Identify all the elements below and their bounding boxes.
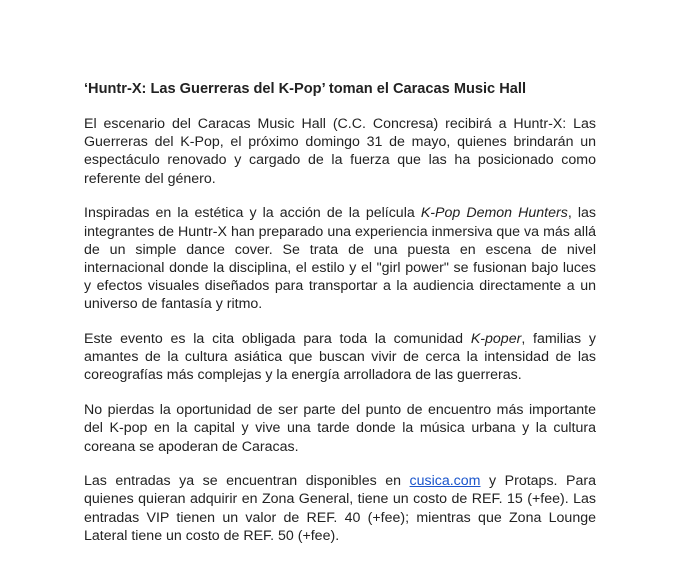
paragraph-inspiration-text-end: , las integrantes de Huntr-X han preparado una experiencia inmersiva que va más allá de un simple dance cover. Se trata de una puesta en escena de nivel internacional donde la disciplina, el estilo y el "girl power" se fusionan bajo luces y efectos visuales diseñados para transportar a la audiencia directamente a un universo de fantasía y ritmo. — [84, 205, 596, 313]
paragraph-inspiration-text-start: Inspiradas en la estética y la acción de la película — [84, 205, 421, 222]
document-title: ‘Huntr-X: Las Guerreras del K-Pop’ toman el Caracas Music Hall — [84, 81, 526, 97]
paragraph-inspiration — [84, 204, 596, 313]
paragraph-invitation — [84, 401, 596, 456]
paragraph-tickets-text-end: y Protaps. Para quienes quieran adquirir en Zona General, tiene un costo de REF. 15 (+fee). Las entradas VIP tienen un valor de REF. 40 (+fee); mientras que Zona Lounge Lateral tiene un costo de REF. 50 (+fee). — [84, 473, 596, 544]
paragraph-audience-text-end: , familias y amantes de la cultura asiática que buscan vivir de cerca la intensidad de las coreografías más complejas y la energía arrolladora de las guerreras. — [84, 331, 596, 384]
paragraph-audience-text-start: Este evento es la cita obligada para toda la comunidad — [84, 331, 471, 348]
film-title: K-Pop Demon Hunters — [420, 205, 568, 222]
paragraph-audience — [84, 330, 596, 385]
paragraph-invitation-text: No pierdas la oportunidad de ser parte del punto de encuentro más importante del K-pop en la capital y vive una tarde donde la música urbana y la cultura coreana se apoderan de Caracas. — [84, 402, 596, 455]
document-body — [84, 77, 596, 562]
paragraph-intro-text: El escenario del Caracas Music Hall (C.C. Concresa) recibirá a Huntr-X: Las Guerreras del K-Pop, el próximo domingo 31 de mayo, quienes brindarán un espectáculo renovado y cargado de la fuerza que las ha posicionado como referente del género. — [84, 116, 596, 187]
paragraph-intro — [84, 115, 596, 188]
paragraph-tickets — [84, 472, 596, 545]
cusica-link[interactable]: cusica.com — [409, 473, 481, 490]
paragraph-tickets-text-start: Las entradas ya se encuentran disponibles en — [84, 473, 410, 490]
kpoper-term: K-poper — [470, 331, 522, 348]
